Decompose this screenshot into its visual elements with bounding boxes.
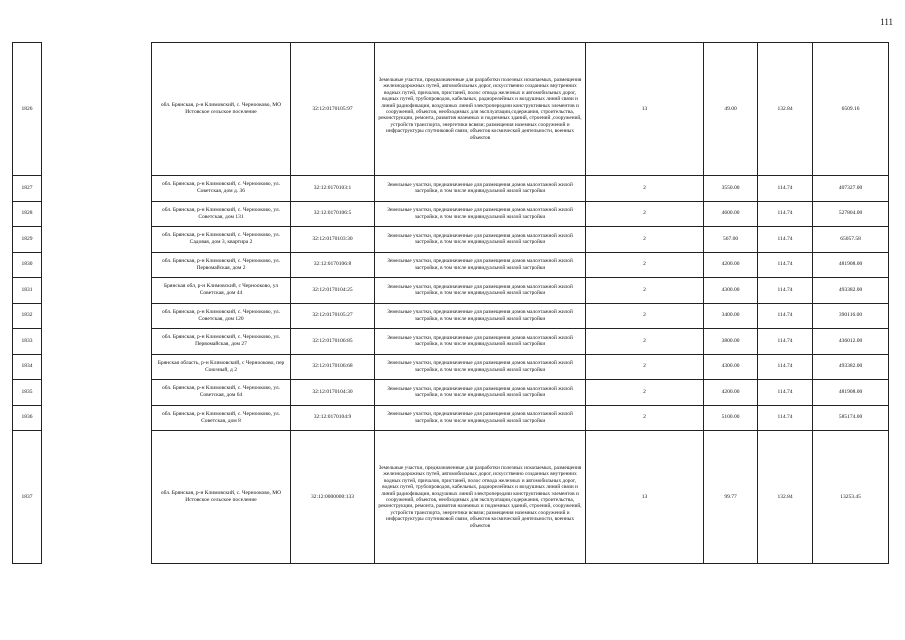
- land-use-cell: Земельные участки, предназначенные для размещения домов малоэтажной жилой застройки, в том числе индивидуальной жилой застройки: [375, 405, 586, 431]
- area-cell: 4200.00: [704, 252, 758, 278]
- gap-cell: [42, 431, 152, 564]
- cadastral-number-cell: 32:12:0170104:30: [291, 380, 375, 406]
- gap-cell: [42, 252, 152, 278]
- row-number-cell: 1826: [13, 43, 42, 176]
- cadastral-number-cell: 32:12:0170104:9: [291, 405, 375, 431]
- area-cell: 3550.00: [704, 176, 758, 202]
- table-row: [13, 252, 889, 278]
- table-row: [13, 405, 889, 431]
- group-number-cell: 2: [586, 329, 704, 355]
- row-number-cell: 1831: [13, 278, 42, 304]
- gap-cell: [42, 303, 152, 329]
- area-cell: 4200.00: [704, 380, 758, 406]
- area-cell: 99.77: [704, 431, 758, 564]
- land-use-cell: Земельные участки, предназначенные для размещения домов малоэтажной жилой застройки, в том числе индивидуальной жилой застройки: [375, 354, 586, 380]
- cadastral-number-cell: 32:12:0170103:1: [291, 176, 375, 202]
- land-use-cell: Земельные участки, предназначенные для размещения домов малоэтажной жилой застройки, в том числе индивидуальной жилой застройки: [375, 278, 586, 304]
- group-number-cell: 2: [586, 252, 704, 278]
- group-number-cell: 2: [586, 354, 704, 380]
- row-number-cell: 1837: [13, 431, 42, 564]
- cadastral-number-cell: 32:12:0170106:8: [291, 252, 375, 278]
- page-number: 111: [880, 17, 893, 27]
- table-row: [13, 278, 889, 304]
- gap-cell: [42, 227, 152, 253]
- group-number-cell: 13: [586, 43, 704, 176]
- specific-value-cell: 114.74: [758, 252, 813, 278]
- cadastral-registry-table: [12, 42, 889, 564]
- gap-cell: [42, 176, 152, 202]
- land-use-cell: Земельные участки, предназначенные для размещения домов малоэтажной жилой застройки, в том числе индивидуальной жилой застройки: [375, 176, 586, 202]
- cadastral-value-cell: 13253.45: [813, 431, 889, 564]
- gap-cell: [42, 380, 152, 406]
- table-row: [13, 354, 889, 380]
- cadastral-number-cell: 32:12:0170106:85: [291, 329, 375, 355]
- table-row: [13, 43, 889, 176]
- gap-cell: [42, 278, 152, 304]
- address-cell: обл. Брянская, р-н Климовский, с. Чернооково, ул. Советская, дом 8: [152, 405, 291, 431]
- address-cell: обл. Брянская, р-н Климовский, с. Чернооково, ул. Первомайская, дом 27: [152, 329, 291, 355]
- specific-value-cell: 132.84: [758, 431, 813, 564]
- specific-value-cell: 114.74: [758, 329, 813, 355]
- specific-value-cell: 114.74: [758, 354, 813, 380]
- cadastral-value-cell: 6509.16: [813, 43, 889, 176]
- address-cell: обл. Брянская, р-н Климовский, с. Чернооково, ул. Советская, дом 120: [152, 303, 291, 329]
- row-number-cell: 1827: [13, 176, 42, 202]
- address-cell: Брянская область, р-н Климовский, с Чернооково, пер Союзный, д 2: [152, 354, 291, 380]
- cadastral-value-cell: 481908.00: [813, 380, 889, 406]
- land-use-cell: Земельные участки, предназначенные для размещения домов малоэтажной жилой застройки, в том числе индивидуальной жилой застройки: [375, 303, 586, 329]
- row-number-cell: 1828: [13, 201, 42, 227]
- group-number-cell: 2: [586, 278, 704, 304]
- cadastral-number-cell: 32:12:0170105:97: [291, 43, 375, 176]
- group-number-cell: 2: [586, 405, 704, 431]
- area-cell: 4600.00: [704, 201, 758, 227]
- cadastral-number-cell: 32:12:0170103:30: [291, 227, 375, 253]
- specific-value-cell: 114.74: [758, 176, 813, 202]
- specific-value-cell: 114.74: [758, 303, 813, 329]
- row-number-cell: 1829: [13, 227, 42, 253]
- cadastral-value-cell: 493382.00: [813, 354, 889, 380]
- gap-cell: [42, 43, 152, 176]
- cadastral-value-cell: 481908.00: [813, 252, 889, 278]
- gap-cell: [42, 329, 152, 355]
- cadastral-value-cell: 390116.00: [813, 303, 889, 329]
- land-use-cell: Земельные участки, предназначенные для размещения домов малоэтажной жилой застройки, в том числе индивидуальной жилой застройки: [375, 329, 586, 355]
- area-cell: 49.00: [704, 43, 758, 176]
- area-cell: 5100.00: [704, 405, 758, 431]
- land-use-cell: Земельные участки, предназначенные для размещения домов малоэтажной жилой застройки, в том числе индивидуальной жилой застройки: [375, 227, 586, 253]
- gap-cell: [42, 201, 152, 227]
- specific-value-cell: 114.74: [758, 278, 813, 304]
- address-cell: обл. Брянская, р-н Климовский, с. Чернооково, ул. Садовая, дом 3, квартира 2: [152, 227, 291, 253]
- registry-rows: [13, 43, 889, 564]
- group-number-cell: 2: [586, 303, 704, 329]
- cadastral-number-cell: 32:12:0170105:27: [291, 303, 375, 329]
- land-use-cell: Земельные участки, предназначенные для размещения домов малоэтажной жилой застройки, в том числе индивидуальной жилой застройки: [375, 201, 586, 227]
- address-cell: обл. Брянская, р-н Климовский, с. Чернооково, ул. Советская, дом 64: [152, 380, 291, 406]
- specific-value-cell: 132.84: [758, 43, 813, 176]
- land-use-cell: Земельные участки, предназначенные для размещения домов малоэтажной жилой застройки, в том числе индивидуальной жилой застройки: [375, 380, 586, 406]
- cadastral-value-cell: 65057.58: [813, 227, 889, 253]
- cadastral-value-cell: 585174.00: [813, 405, 889, 431]
- table-row: [13, 303, 889, 329]
- area-cell: 4300.00: [704, 278, 758, 304]
- specific-value-cell: 114.74: [758, 227, 813, 253]
- gap-cell: [42, 354, 152, 380]
- area-cell: 4300.00: [704, 354, 758, 380]
- cadastral-number-cell: 32:12:0000000:133: [291, 431, 375, 564]
- group-number-cell: 2: [586, 380, 704, 406]
- land-use-cell: Земельные участки, предназначенные для разработки полезных ископаемых, размещения железнодорожных путей, автомобильных дорог, искусственно созданных внутренних водных путей, причалов, пристаней, полос отвода железных и автомобильных дорог, водных путей, трубопроводов, кабельных, радиорелейных и воздушных линий связи и линий радиофикации, воздушных линий электропередачи конструктивных элементов и сооружений, объектов, необходимых для эксплуатации,содержания, строительства, реконструкции, ремонта, развития наземных и подземных зданий, строений ,сооружений, устройств транспорта, энергетики всвязи; размещения наземных сооружений и инфраструктуры спутниковой связи, объектов космической деятельности, военных объектов: [375, 43, 586, 176]
- specific-value-cell: 114.74: [758, 405, 813, 431]
- area-cell: 3800.00: [704, 329, 758, 355]
- land-use-cell: Земельные участки, предназначенные для разработки полезных ископаемых, размещения железнодорожных путей, автомобильных дорог, искусственно созданных внутренних водных путей, причалов, пристаней, полос отвода железных и автомобильных дорог, водных путей, трубопроводов, кабельных, радиорелейных и воздушных линий связи и линий радиофикации, воздушных линий электропередачи конструктивных элементов и сооружений, объектов, необходимых для эксплуатации,содержания, строительства, реконструкции, ремонта, развития наземных и подземных зданий, строений, сооружений, устройств транспорта, энергетики всвязи; размещения наземных сооружений и инфраструктуры спутниковой связи, объектов космической деятельности, военных объектов: [375, 431, 586, 564]
- row-number-cell: 1834: [13, 354, 42, 380]
- address-cell: обл. Брянская, р-н Климовский, с. Чернооково, ул. Советская, дом д. 36: [152, 176, 291, 202]
- row-number-cell: 1833: [13, 329, 42, 355]
- table-row: [13, 329, 889, 355]
- land-use-cell: Земельные участки, предназначенные для размещения домов малоэтажной жилой застройки, в том числе индивидуальной жилой застройки: [375, 252, 586, 278]
- address-cell: обл. Брянская, р-н Климовский, с. Чернооково, ул. Первомайская, дом 2: [152, 252, 291, 278]
- group-number-cell: 2: [586, 227, 704, 253]
- cadastral-value-cell: 407327.00: [813, 176, 889, 202]
- table-row: [13, 201, 889, 227]
- address-cell: Брянская обл, р-н Климовский, с Чернооково, ул Советская, дом 44: [152, 278, 291, 304]
- row-number-cell: 1835: [13, 380, 42, 406]
- cadastral-number-cell: 32:12:0170106:68: [291, 354, 375, 380]
- group-number-cell: 13: [586, 431, 704, 564]
- cadastral-number-cell: 32:12:0170104:25: [291, 278, 375, 304]
- cadastral-value-cell: 527804.00: [813, 201, 889, 227]
- cadastral-number-cell: 32:12:0170106:5: [291, 201, 375, 227]
- group-number-cell: 2: [586, 176, 704, 202]
- row-number-cell: 1836: [13, 405, 42, 431]
- specific-value-cell: 114.74: [758, 380, 813, 406]
- specific-value-cell: 114.74: [758, 201, 813, 227]
- cadastral-value-cell: 493382.00: [813, 278, 889, 304]
- gap-cell: [42, 405, 152, 431]
- area-cell: 3400.00: [704, 303, 758, 329]
- table-row: [13, 227, 889, 253]
- row-number-cell: 1832: [13, 303, 42, 329]
- table-row: [13, 431, 889, 564]
- cadastral-value-cell: 436012.00: [813, 329, 889, 355]
- table-row: [13, 380, 889, 406]
- group-number-cell: 2: [586, 201, 704, 227]
- area-cell: 567.00: [704, 227, 758, 253]
- address-cell: обл. Брянская, р-н Климовский, с. Чернооково, МО Истовское сельское поселение: [152, 43, 291, 176]
- table-row: [13, 176, 889, 202]
- row-number-cell: 1830: [13, 252, 42, 278]
- address-cell: обл. Брянская, р-н Климовский, с. Чернооково, ул. Советская, дом 131: [152, 201, 291, 227]
- address-cell: обл. Брянская, р-н Климовский, с. Чернооково, МО Истовское сельское поселение: [152, 431, 291, 564]
